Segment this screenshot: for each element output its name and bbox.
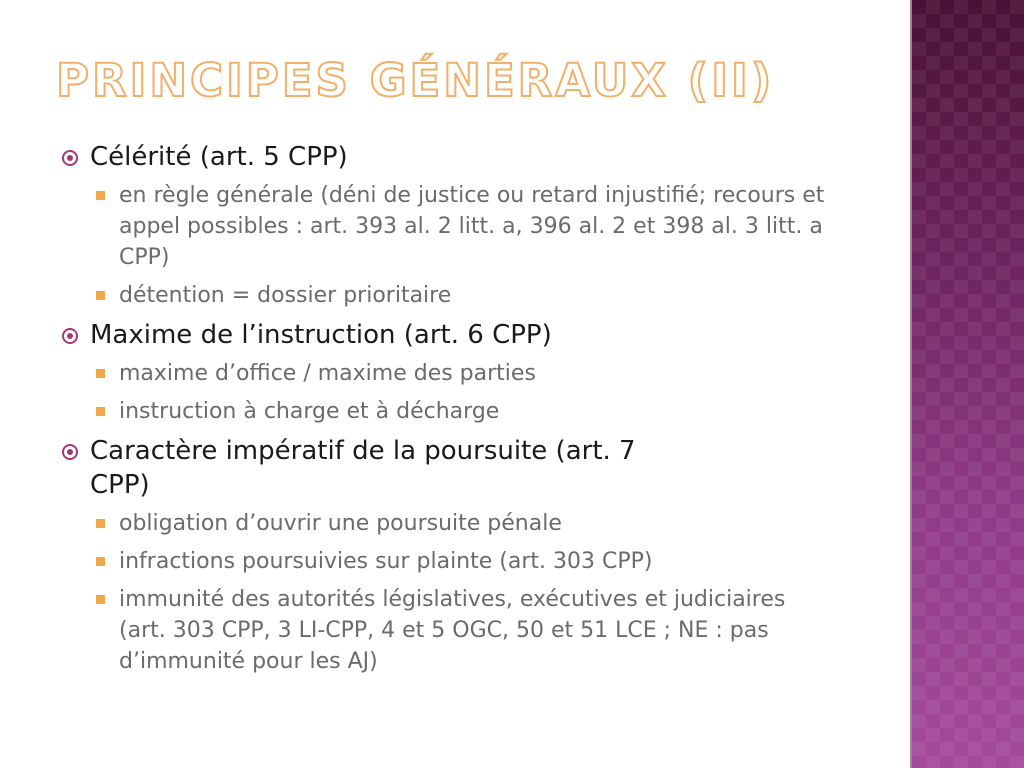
sub-bullet-item [96,358,862,389]
bullet-item-text: Caractère impératif de la poursuite (art. 7 CPP) [90,436,636,500]
bullet-item-text: Maxime de l’instruction (art. 6 CPP) [90,320,552,350]
square-bullet-icon [96,557,105,566]
sub-bullet-text: en règle générale (déni de justice ou retard injustifié; recours et appel possibles : art. 393 al. 2 litt. a, 396 al. 2 et 398 al. 3 litt. a CPP) [119,183,825,270]
sub-bullet-item [96,396,862,427]
sub-bullet-item [96,180,862,273]
circle-bullet-icon [62,150,78,166]
bullet-item-maxime-instruction [62,318,862,352]
circle-bullet-icon [62,444,78,460]
side-band-pattern [912,0,1024,768]
side-band-edge [910,0,912,768]
sub-bullet-text: infractions poursuivies sur plainte (art. 303 CPP) [119,549,653,574]
sub-bullet-item [96,584,862,677]
square-bullet-icon [96,291,105,300]
sub-bullet-text: immunité des autorités législatives, exécutives et judiciaires (art. 303 CPP, 3 LI-CPP, 4 et 5 OGC, 50 et 51 LCE ; NE : pas d’immunité pour les AJ) [119,587,786,674]
sub-bullet-item [96,546,862,577]
circle-bullet-icon [62,328,78,344]
sub-bullet-text: obligation d’ouvrir une poursuite pénale [119,511,562,536]
sub-bullet-text: instruction à charge et à décharge [119,399,500,424]
square-bullet-icon [96,191,105,200]
sub-bullet-item [96,508,862,539]
slide-title: PRINCIPES GÉNÉRAUX (II) [56,54,775,107]
bullet-item-caractere-imperatif [62,434,862,502]
bullet-item-text: Célérité (art. 5 CPP) [90,142,348,172]
square-bullet-icon [96,519,105,528]
slide-content [62,140,862,684]
decorative-side-band [912,0,1024,768]
bullet-item-celerite [62,140,862,174]
sub-bullet-item [96,280,862,311]
sub-bullet-text: détention = dossier prioritaire [119,283,452,308]
square-bullet-icon [96,369,105,378]
sub-bullet-text: maxime d’office / maxime des parties [119,361,536,386]
square-bullet-icon [96,407,105,416]
square-bullet-icon [96,595,105,604]
